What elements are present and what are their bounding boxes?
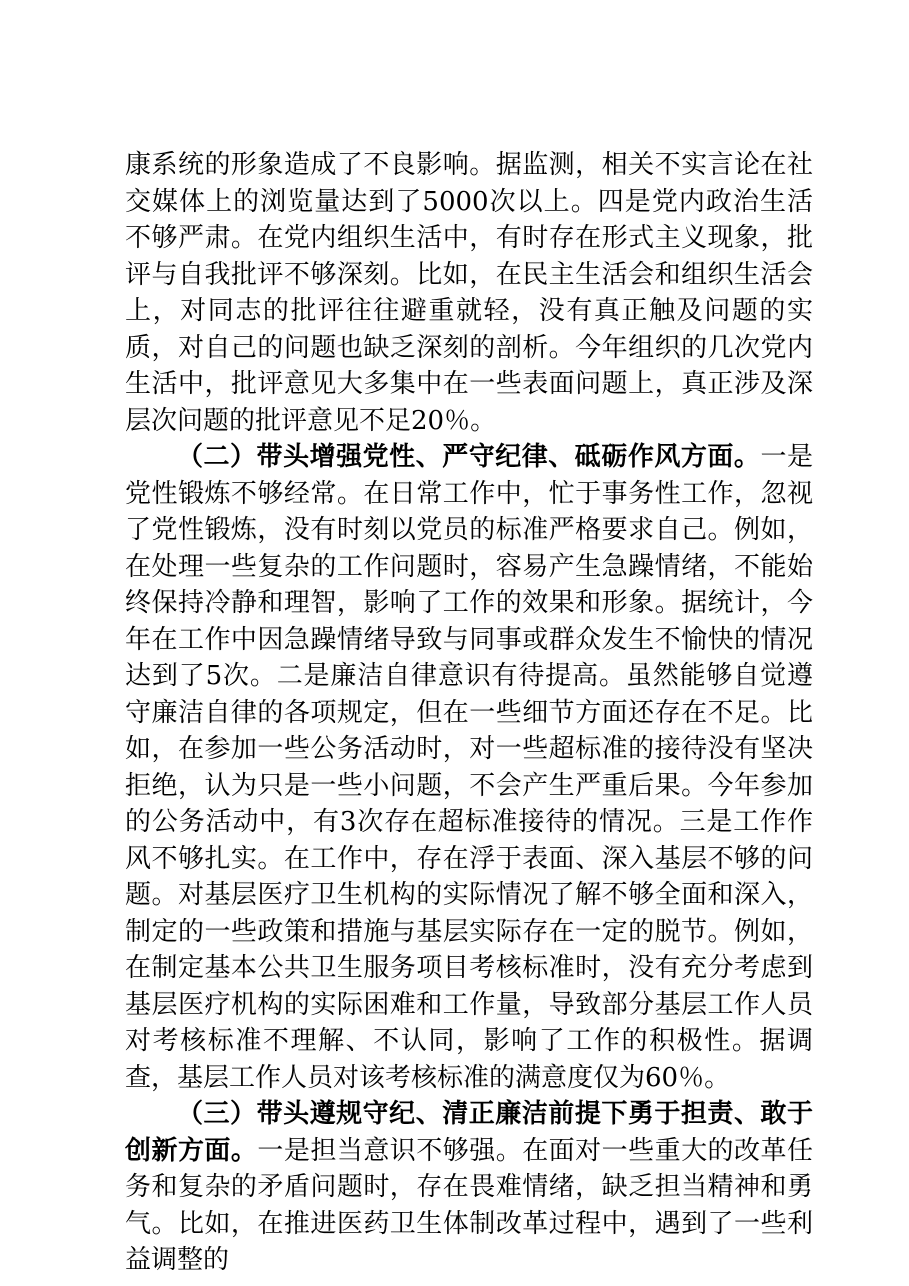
- paragraph-3-text: 一是担当意识不够强。在面对一些重大的改革任务和复杂的矛盾问题时，存在畏难情绪，缺乏担当精神和勇气。比如，在推进医药卫生体制改革过程中，遇到了一些利益调整的: [125, 1135, 813, 1275]
- document-body: [125, 147, 813, 1279]
- paragraph-3-heading: （三）带头遵规守纪、清正廉洁前提下勇于担责、敢于创新方面。: [125, 1099, 813, 1166]
- paragraph-1-text: 康系统的形象造成了不良影响。据监测，相关不实言论在社交媒体上的浏览量达到了5000次以上。四是党内政治生活不够严肃。在党内组织生活中，有时存在形式主义现象，批评与自我批评不够深刻。比如，在民主生活会和组织生活会上，对同志的批评往往避重就轻，没有真正触及问题的实质，对自己的问题也缺乏深刻的剖析。今年组织的几次党内生活中，批评意见大多集中在一些表面问题上，真正涉及深层次问题的批评意见不足20％。: [125, 150, 813, 436]
- paragraph-3: [125, 1096, 813, 1279]
- paragraph-2: [125, 439, 813, 1096]
- paragraph-2-heading: （二）带头增强党性、严守纪律、砥砺作风方面。: [177, 442, 761, 472]
- paragraph-2-text: 一是党性锻炼不够经常。在日常工作中，忙于事务性工作，忽视了党性锻炼，没有时刻以党员的标准严格要求自己。例如，在处理一些复杂的工作问题时，容易产生急躁情绪，不能始终保持冷静和理智，影响了工作的效果和形象。据统计，今年在工作中因急躁情绪导致与同事或群众发生不愉快的情况达到了5次。二是廉洁自律意识有待提高。虽然能够自觉遵守廉洁自律的各项规定，但在一些细节方面还存在不足。比如，在参加一些公务活动时，对一些超标准的接待没有坚决拒绝，认为只是一些小问题，不会产生严重后果。今年参加的公务活动中，有3次存在超标准接待的情况。三是工作作风不够扎实。在工作中，存在浮于表面、深入基层不够的问题。对基层医疗卫生机构的实际情况了解不够全面和深入，制定的一些政策和措施与基层实际存在一定的脱节。例如，在制定基本公共卫生服务项目考核标准时，没有充分考虑到基层医疗机构的实际困难和工作量，导致部分基层工作人员对考核标准不理解、不认同，影响了工作的积极性。据调查，基层工作人员对该考核标准的满意度仅为60％。: [125, 442, 813, 1093]
- paragraph-1: [125, 147, 813, 439]
